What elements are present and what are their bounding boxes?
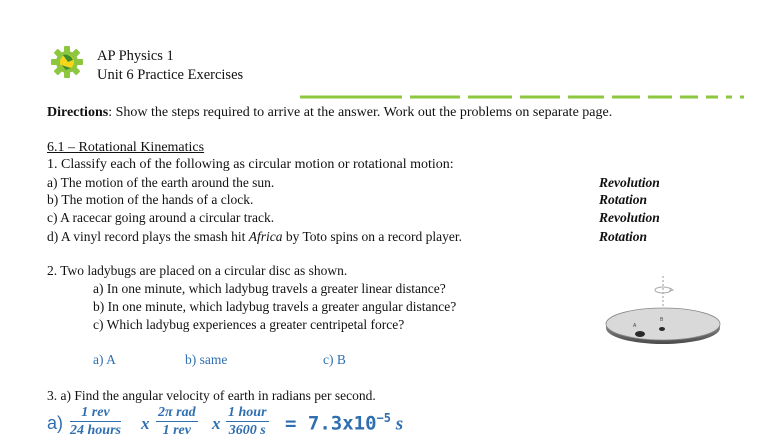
- q3-times-2: x: [212, 414, 221, 433]
- q1-answer-d: Rotation: [599, 229, 648, 244]
- q1-item-a: a) The motion of the earth around the sun.: [47, 175, 275, 190]
- q3-fraction-1: [70, 404, 121, 440]
- ladybug-a: [635, 331, 645, 337]
- q1-item-d-title: Africa: [248, 229, 283, 244]
- directions: [47, 105, 612, 121]
- q3-frac3-num: 1 hour: [228, 405, 267, 420]
- q1-item-d-before: d) A vinyl record plays the smash hit: [47, 229, 249, 244]
- q3-frac2-num: 2π rad: [158, 405, 196, 420]
- q3-result: [285, 411, 403, 435]
- q1-item-d-after: by Toto spins on a record player.: [282, 229, 463, 244]
- q1-answer-c: Revolution: [599, 210, 660, 225]
- q3-work-prefix: a): [47, 413, 64, 433]
- q1-answer-a: Revolution: [599, 175, 660, 190]
- logo-gear-icon: [50, 45, 84, 79]
- q2-sub-b: b) In one minute, which ladybug travels a greater angular distance?: [93, 299, 457, 314]
- q1-item-b: b) The motion of the hands of a clock.: [47, 192, 254, 207]
- q3-frac1-den: 24 hours: [70, 423, 121, 438]
- label-b: B: [660, 317, 664, 323]
- ladybug-disc-figure: [600, 274, 730, 346]
- header-subtitle: Unit 6 Practice Exercises: [97, 67, 244, 83]
- directions-text: : Show the steps required to arrive at the answer. Work out the problems on separate page.: [108, 105, 613, 120]
- q3-frac2-den: 1 rev: [162, 423, 191, 438]
- q2-sub-c: c) Which ladybug experiences a greater centripetal force?: [93, 317, 405, 332]
- q1-item-c: c) A racecar going around a circular track.: [47, 210, 275, 225]
- q3-frac3-den: 3600 s: [228, 423, 266, 438]
- ladybug-b: [659, 327, 665, 331]
- q3-frac1-num: 1 rev: [70, 404, 121, 422]
- q2-answer-c: c) B: [323, 352, 346, 367]
- q3-result-exponent: −5: [376, 411, 391, 425]
- q3-times-1: x: [141, 414, 150, 433]
- label-a: A: [633, 323, 637, 329]
- q3-fraction-2: [156, 404, 198, 440]
- q2-sub-a: a) In one minute, which ladybug travels a greater linear distance?: [93, 281, 446, 296]
- section-title: 6.1 – Rotational Kinematics: [47, 140, 205, 155]
- header-divider: [300, 87, 746, 93]
- q2-answer-a: a) A: [93, 352, 116, 367]
- q3-fraction-3: [226, 404, 269, 440]
- header-title: AP Physics 1: [97, 48, 174, 64]
- q1-item-d: [47, 229, 462, 245]
- q3-prompt: 3. a) Find the angular velocity of earth in radians per second.: [47, 388, 376, 403]
- q2-prompt: 2. Two ladybugs are placed on a circular disc as shown.: [47, 263, 348, 278]
- q1-answer-b: Rotation: [599, 192, 648, 207]
- q3-result-unit: s: [390, 413, 404, 435]
- q2-answer-b: b) same: [185, 352, 228, 367]
- directions-label: Directions: [47, 105, 109, 120]
- q1-prompt: 1. Classify each of the following as circular motion or rotational motion:: [47, 157, 454, 172]
- q3-result-value: = 7.3x10: [285, 412, 377, 435]
